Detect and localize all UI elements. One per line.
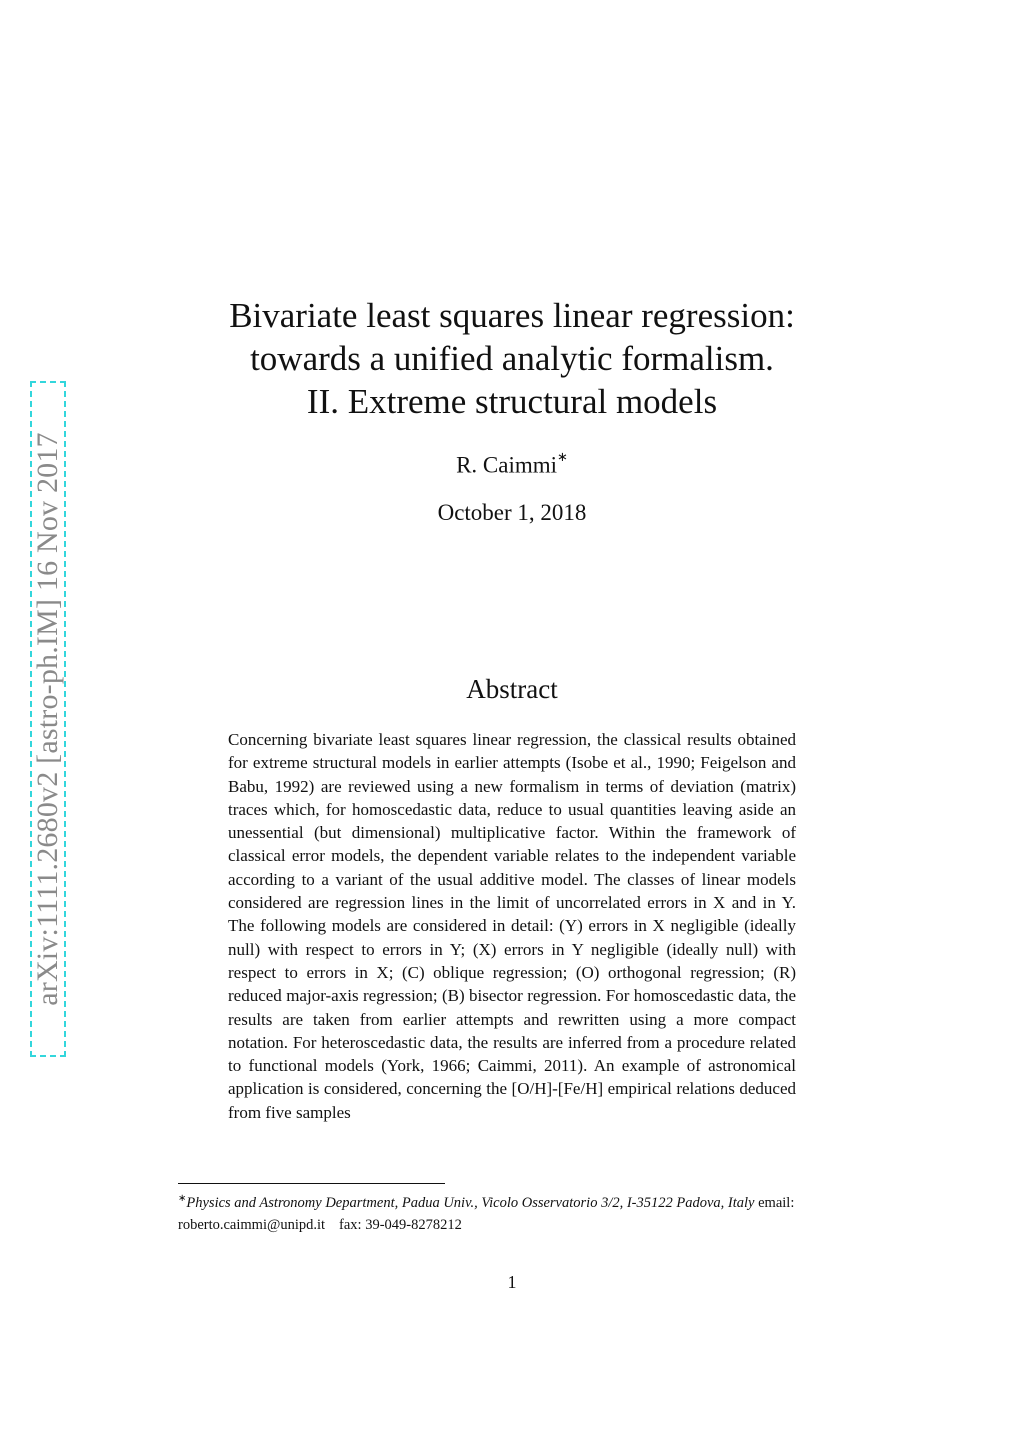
footnote-mark: ∗: [178, 1193, 187, 1204]
author-line: [160, 449, 864, 479]
fax-number: 39-049-8278212: [365, 1216, 462, 1233]
publication-date: October 1, 2018: [437, 500, 587, 525]
author-footnote-mark: ∗: [557, 449, 568, 464]
paper-title: [160, 294, 864, 423]
abstract-heading: Abstract: [466, 674, 558, 704]
title-line-2: towards a unified analytic formalism.: [250, 339, 774, 378]
title-line-3: II. Extreme structural models: [306, 382, 718, 421]
email-label: email:: [758, 1194, 795, 1211]
footnote-affiliation: Physics and Astronomy Department, Padua Univ., Vicolo Osservatorio 3/2, I-35122 Padova, Italy: [186, 1194, 755, 1211]
footnote-rule: [178, 1183, 445, 1184]
arxiv-identifier[interactable]: arXiv:1111.2680v2 [astro-ph.IM] 16 Nov 2017: [31, 432, 64, 1006]
page-number: 1: [507, 1272, 517, 1292]
abstract-text: Concerning bivariate least squares linear regression, the classical results obtained for extreme structural models in earlier attempts (Isobe et al., 1990; Feigelson and Babu, 1992) are reviewed using a new formalism in terms of deviation (matrix) traces which, for homoscedastic data, reduce to usual quantities leaving aside an unessential (but dimensional) multiplicative factor. Within the framework of classical error models, the dependent variable relates to the independent variable according to a variant of the usual additive model. The classes of linear models considered are regression lines in the limit of uncorrelated errors in X and in Y. The following models are considered in detail: (Y) errors in X negligible (ideally null) with respect to errors in Y; (X) errors in Y negligible (ideally null) with respect to errors in X; (C) oblique regression; (O) orthogonal regression; (R) reduced major-axis regression; (B) bisector regression. For homoscedastic data, the results are taken from earlier attempts and rewritten using a more compact notation. For heteroscedastic data, the results are inferred from a procedure related to functional models (York, 1966; Caimmi, 2011). An example of astronomical application is considered, concerning the [O/H]-[Fe/H] empirical relations deduced from five samples: [228, 730, 796, 1122]
author-name: R. Caimmi: [456, 452, 558, 478]
email-address[interactable]: roberto.caimmi@unipd.it: [178, 1216, 326, 1233]
fax-label: fax:: [339, 1216, 362, 1233]
footnote: [178, 1188, 858, 1236]
title-line-1: Bivariate least squares linear regression:: [229, 296, 795, 335]
